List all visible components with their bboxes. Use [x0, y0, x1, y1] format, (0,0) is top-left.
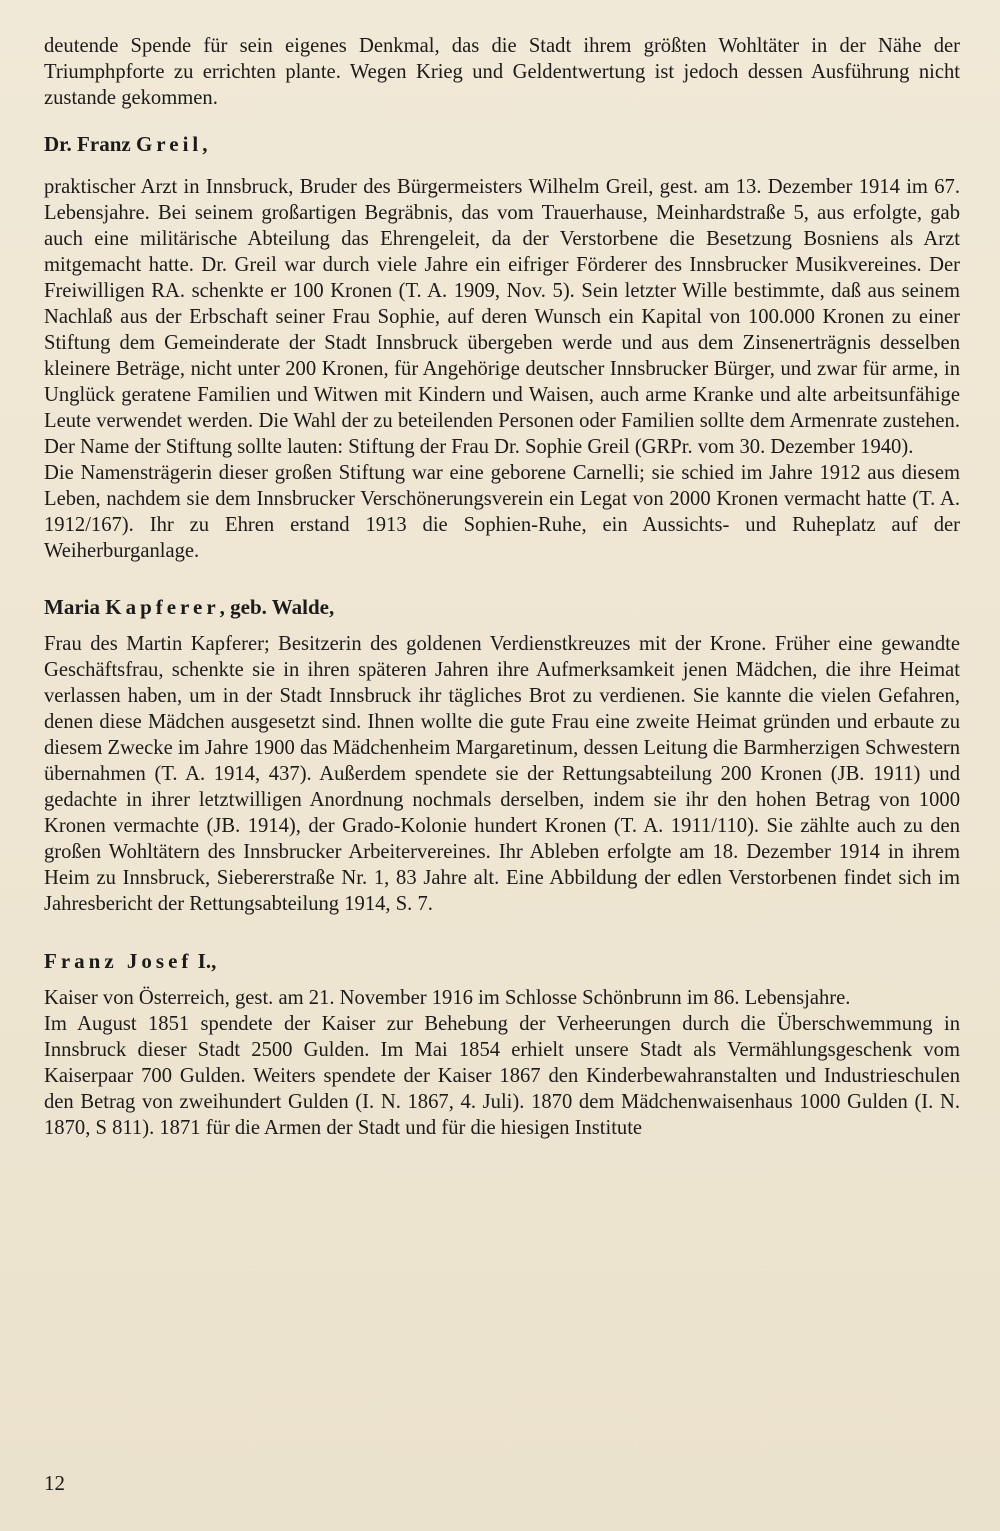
heading-surname: Franz Josef	[44, 949, 193, 973]
heading-prefix: Dr. Franz	[44, 132, 136, 156]
entry-paragraph: Frau des Martin Kapferer; Besitzerin des goldenen Verdienstkreuzes mit der Krone. Früher eine gewandte Geschäftsfrau, schenkte sie in ihren späteren Jahren ihre Aufmerksamkeit jenen Mädchen, die ihre Heimat verlassen haben, um in der Stadt Innsbruck ihr tägliches Brot zu verdienen. Sie kannte die vielen Gefahren, denen diese Mädchen ausgesetzt sind. Ihnen wollte die gute Frau eine zweite Heimat gründen und erbaute zu diesem Zwecke im Jahre 1900 das Mädchenheim Margaretinum, dessen Leitung die Barmherzigen Schwestern übernahmen (T. A. 1914, 437). Außerdem spendete sie der Rettungsabteilung 200 Kronen (JB. 1911) und gedachte in ihrer letztwilligen Anordnung nochmals derselben, indem sie ihr den hohen Betrag von 1000 Kronen vermachte (JB. 1914), der Grado-Kolonie hundert Kronen (T. A. 1911/110). Sie zählte auch zu den großen Wohltätern des Innsbrucker Arbeitervereines. Ihr Ableben erfolgte am 18. Dezember 1914 in ihrem Heim zu Innsbruck, Siebererstraße Nr. 1, 83 Jahre alt. Eine Abbildung der edlen Verstorbenen findet sich im Jahresbericht der Rettungsabteilung 1914, S. 7.	[44, 633, 960, 915]
entry-paragraph: Die Namensträgerin dieser großen Stiftung war eine geborene Carnelli; sie schied im Jahre 1912 aus diesem Leben, nachdem sie dem Innsbrucker Verschönerungsverein ein Legat von 2000 Kronen vermacht hatte (T. A. 1912/167). Ihr zu Ehren erstand 1913 die Sophien-Ruhe, ein Aussichts- und Ruheplatz auf der Weiherburganlage.	[44, 462, 960, 562]
page-number: 12	[44, 1471, 65, 1495]
heading-suffix: , geb. Walde,	[219, 595, 335, 619]
entry-heading-franz-josef	[44, 948, 960, 974]
heading-suffix: ,	[202, 132, 208, 156]
entry-heading-greil	[44, 131, 960, 157]
entry-paragraph: praktischer Arzt in Innsbruck, Bruder des Bürgermeisters Wilhelm Greil, gest. am 13. Dezember 1914 im 67. Lebensjahre. Bei seinem großartigen Begräbnis, das vom Trauerhause, Meinhardstraße 5, aus erfolgte, gab auch eine militärische Abteilung das Ehrengeleit, da der Verstorbene die Besetzung Bosniens als Arzt mitgemacht hatte. Dr. Greil war durch viele Jahre ein eifriger Förderer des Innsbrucker Musikvereines. Der Freiwilligen RA. schenkte er 100 Kronen (T. A. 1909, Nov. 5). Sein letzter Wille bestimmte, daß aus seinem Nachlaß aus der Erbschaft seiner Frau Sophie, auf deren Wunsch ein Kapital von 100.000 Kronen zu einer Stiftung dem Gemeinderate der Stadt Innsbruck übergeben werde und aus dem Zinsenerträgnis desselben kleinere Beträge, nicht unter 200 Kronen, für Angehörige deutscher Innsbrucker Bürger, und zwar für arme, in Unglück geratene Familien und Witwen mit Kindern und Waisen, auch arme Kranke und alte arbeitsunfähige Leute verwendet werden. Die Wahl der zu beteilenden Personen oder Familien sollte dem Armenrate zustehen. Der Name der Stiftung sollte lauten: Stiftung der Frau Dr. Sophie Greil (GRPr. vom 30. Dezember 1940).	[44, 176, 960, 458]
heading-surname: Greil	[135, 132, 203, 156]
heading-surname: Kapferer	[105, 595, 220, 619]
entry-paragraph: Kaiser von Österreich, gest. am 21. November 1916 im Schlosse Schönbrunn im 86. Lebensjahre.	[44, 987, 851, 1009]
heading-suffix: I.,	[192, 949, 217, 973]
heading-prefix: Maria	[44, 595, 106, 619]
intro-paragraph: deutende Spende für sein eigenes Denkmal, das die Stadt ihrem größten Wohltäter in der Nähe der Triumphpforte zu errichten plante. Wegen Krieg und Geldentwertung ist jedoch dessen Ausführung nicht zustande gekommen.	[44, 35, 960, 109]
entry-paragraph: Im August 1851 spendete der Kaiser zur Behebung der Verheerungen durch die Überschwemmung in Innsbruck dieser Stadt 2500 Gulden. Im Mai 1854 erhielt unsere Stadt als Vermählungsgeschenk vom Kaiserpaar 700 Gulden. Weiters spendete der Kaiser 1867 den Kinderbewahranstalten und Industrieschulen den Betrag von zweihundert Gulden (I. N. 1867, 4. Juli). 1870 dem Mädchenwaisenhaus 1000 Gulden (I. N. 1870, S 811). 1871 für die Armen der Stadt und für die hiesigen Institute	[44, 1013, 960, 1139]
entry-heading-kapferer	[44, 594, 960, 620]
